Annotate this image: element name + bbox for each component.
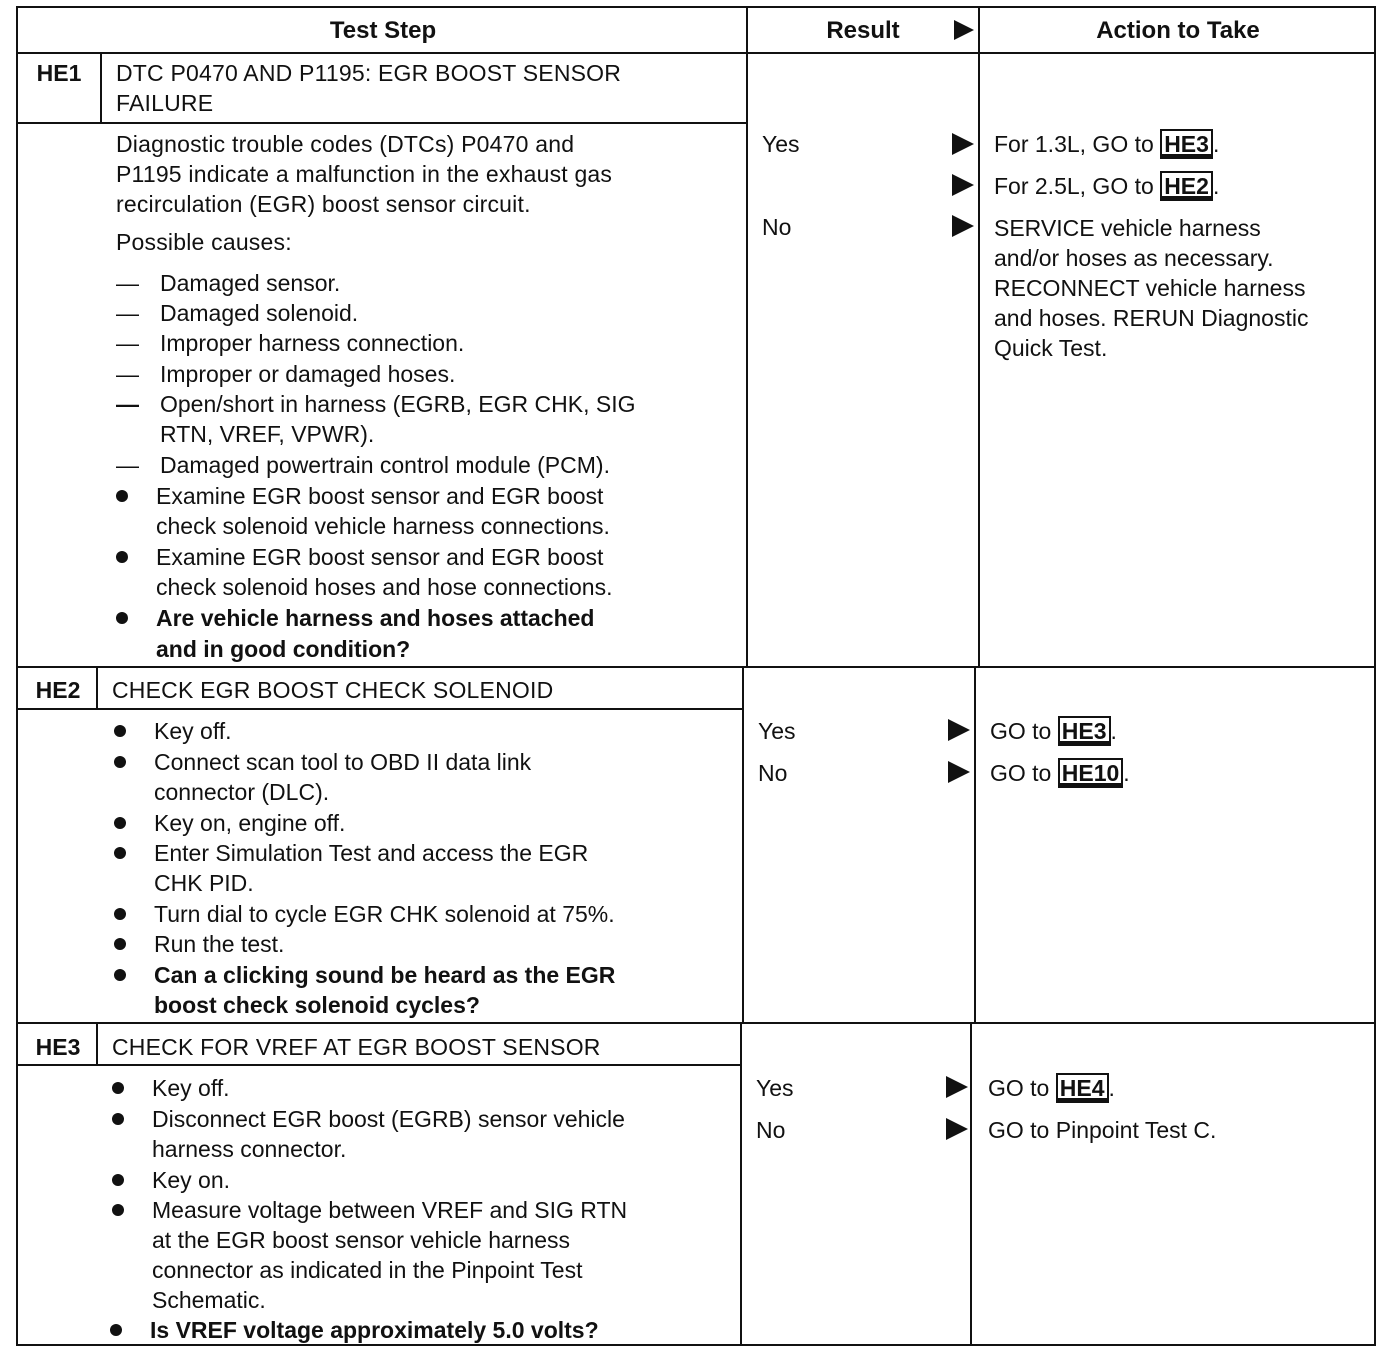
action-yes: GO to HE3 . <box>990 718 1117 744</box>
description-line: recirculation (EGR) boost sensor circuit. <box>116 191 531 217</box>
divider <box>740 1024 742 1346</box>
bullet-icon <box>116 551 128 563</box>
diagnostic-table: Test Step Result Action to Take HE1 DTC P0470 AND P1195: EGR BOOST SENSOR FAILURE Diagnostic trouble codes (DTCs) P0470 and P1195 indicate a malfunction in the exhaust gas recirculation (EGR) boost sensor circuit. Possible causes: — Damaged sensor. — Damaged solenoid. — Improper harness connection. — Improper or damaged hoses. — Open/short in harness (EGRB, EGR CHK, SIG RTN, VREF, VPWR). — Damaged powertrain control module (PCM). Examine EGR boost sensor and EGR boost check solenoid vehicle harness connections. Examine EGR boost sensor and EGR boost check solenoid hoses and hose connections. Are vehicle harness and hoses attached and in good condition? Yes No For 1.3L, GO to HE3 . For 2.5L, GO to HE2 . SERVICE vehicle harness and/or hoses as necessary. RECONNECT vehicle harness and hoses. RERUN Diagnostic Quick Test. HE2 CHECK EGR BOOST CHECK SOLENOID Key off. Connect scan tool to OBD II data link connector (DLC). Key on, engine off. Enter Simulation Test and access the EGR CHK PID. Turn dial to cycle EGR CHK solenoid at 75%. Run the test. Can a clicking sound be heard as the EGR boost check solenoid cycles? Yes No GO to HE3 . GO to HE10 . HE3 CHECK FOR VREF AT EGR BOOST SENSOR Key off. Disconnect EGR boost (EGRB) sensor vehicle harness connector. Key on. Measure voltage between VREF and SIG RTN at the EGR boost sensor vehicle harness connector as indicated in the Pinpoint Test Schematic. Is VREF voltage approximately 5.0 volts? Yes No GO to HE4 . GO to Pinpoint Test C. <box>16 6 1376 1346</box>
divider <box>978 8 980 668</box>
step-title-line: FAILURE <box>116 90 214 116</box>
header-action: Action to Take <box>1096 17 1260 44</box>
bullet-icon <box>112 1113 124 1125</box>
action-no: GO to HE10 . <box>990 760 1130 786</box>
result-yes: Yes <box>756 1075 794 1101</box>
result-no: No <box>758 760 788 786</box>
arrow-icon <box>948 761 970 783</box>
bullet-icon <box>110 1324 122 1336</box>
bullet-icon <box>112 1082 124 1094</box>
divider <box>18 1022 1376 1024</box>
arrow-icon <box>946 1076 968 1098</box>
causes-label: Possible causes: <box>116 229 292 255</box>
result-no: No <box>756 1117 786 1143</box>
result-yes: Yes <box>758 718 796 744</box>
step-title <box>116 58 621 118</box>
divider <box>974 668 976 1024</box>
bullet-icon <box>112 1174 124 1186</box>
bullet-icon <box>116 612 128 624</box>
description-line: P1195 indicate a malfunction in the exhaust gas <box>116 161 613 187</box>
result-yes: Yes <box>762 131 800 157</box>
step-description <box>116 129 612 219</box>
header-arrow-icon <box>954 20 974 40</box>
step-reference-link[interactable]: HE10 <box>1058 758 1124 788</box>
bullet-icon <box>114 938 126 950</box>
step-id: HE2 <box>35 677 81 703</box>
action-yes-1: For 1.3L, GO to HE3 . <box>994 131 1220 157</box>
description-line: Diagnostic trouble codes (DTCs) P0470 and <box>116 131 575 157</box>
step-reference-link[interactable]: HE4 <box>1056 1073 1109 1103</box>
divider <box>18 122 748 124</box>
divider <box>742 668 744 1024</box>
arrow-icon <box>946 1118 968 1140</box>
divider <box>18 666 1376 668</box>
bullet-icon <box>116 490 128 502</box>
step-reference-link[interactable]: HE3 <box>1058 716 1111 746</box>
divider <box>18 1064 742 1066</box>
bullet-icon <box>114 969 126 981</box>
divider <box>18 708 744 710</box>
action-yes: GO to HE4 . <box>988 1075 1115 1101</box>
action-no: SERVICE vehicle harness and/or hoses as necessary. RECONNECT vehicle harness and hoses. RERUN Diagnostic Quick Test. <box>994 215 1309 361</box>
arrow-icon <box>952 215 974 237</box>
divider <box>970 1024 972 1346</box>
step-reference-link[interactable]: HE2 <box>1160 171 1213 201</box>
bullet-icon <box>114 908 126 920</box>
arrow-icon <box>948 719 970 741</box>
step-title: CHECK EGR BOOST CHECK SOLENOID <box>112 677 554 703</box>
step-id: HE1 <box>36 60 82 86</box>
arrow-icon <box>952 133 974 155</box>
bullet-icon <box>114 817 126 829</box>
step-title-line: DTC P0470 AND P1195: EGR BOOST SENSOR <box>116 60 622 86</box>
bullet-icon <box>114 847 126 859</box>
action-yes-2: For 2.5L, GO to HE2 . <box>994 173 1220 199</box>
divider <box>100 52 102 124</box>
step-id: HE3 <box>35 1034 81 1060</box>
header-test-step: Test Step <box>329 17 437 44</box>
bullet-icon <box>114 756 126 768</box>
step-reference-link[interactable]: HE3 <box>1160 129 1213 159</box>
result-no: No <box>762 214 792 240</box>
header-result: Result <box>826 17 900 44</box>
action-no: GO to Pinpoint Test C. <box>988 1117 1217 1143</box>
divider <box>18 52 1376 54</box>
divider <box>746 8 748 668</box>
arrow-icon <box>952 174 974 196</box>
bullet-icon <box>112 1204 124 1216</box>
step-title: CHECK FOR VREF AT EGR BOOST SENSOR <box>112 1034 601 1060</box>
bullet-icon <box>114 725 126 737</box>
